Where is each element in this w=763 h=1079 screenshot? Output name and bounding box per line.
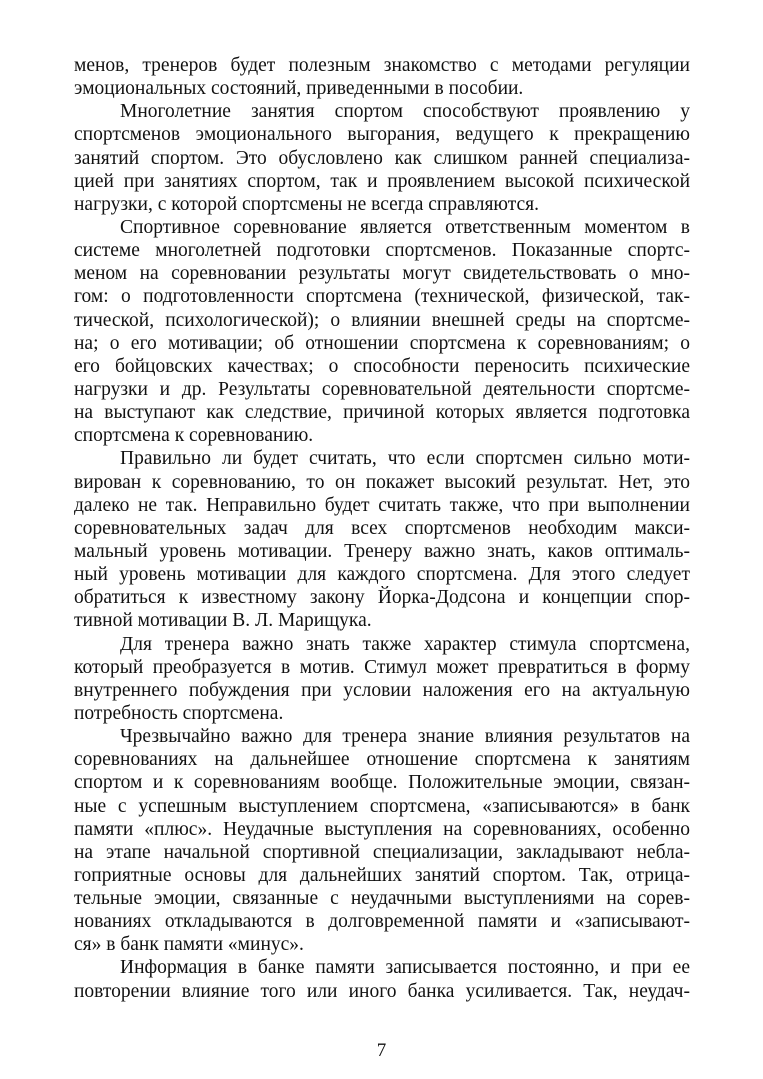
text-line: спортсменов эмоционального выгорания, ведущего к прекращению <box>74 124 690 146</box>
text-line: цией при занятиях спортом, так и проявлением высокой психической <box>74 170 690 192</box>
text-line: Многолетние занятия спортом способствуют проявлению у <box>120 101 690 123</box>
text-line: нагрузки и др. Результаты соревновательной деятельности спортсме- <box>74 378 690 400</box>
text-line: тивной мотивации В. Л. Марищука. <box>74 610 372 632</box>
text-line: Чрезвычайно важно для тренера знание влияния результатов на <box>120 726 690 748</box>
text-line: спортом и к соревнованиям вообще. Положительные эмоции, связан- <box>74 772 690 794</box>
text-line: Правильно ли будет считать, что если спортсмен сильно моти- <box>120 448 690 470</box>
text-line: эмоциональных состояний, приведенными в пособии. <box>74 78 524 100</box>
page-number: 7 <box>376 1040 387 1061</box>
text-line: менов, тренеров будет полезным знакомство с методами регуляции <box>74 55 690 76</box>
text-line: меном на соревновании результаты могут свидетельствовать о мно- <box>74 263 690 285</box>
text-line: занятий спортом. Это обусловлено как слишком ранней специализа- <box>74 147 690 169</box>
text-line: повторении влияние того или иного банка усиливается. Так, неудач- <box>74 980 690 1002</box>
body-text <box>74 54 690 1003</box>
text-line: далеко не так. Неправильно будет считать также, что при выполнении <box>74 494 690 516</box>
text-line: внутреннего побуждения при условии наложения его на актуальную <box>74 679 690 701</box>
text-line: который преобразуется в мотив. Стимул может превратиться в форму <box>74 656 690 678</box>
text-line: тической, психологической); о влиянии внешней среды на спортсме- <box>74 309 690 331</box>
text-line: нагрузки, с которой спортсмены не всегда справляются. <box>74 193 539 215</box>
text-line: системе многолетней подготовки спортсменов. Показанные спортс- <box>74 240 690 262</box>
text-line: ся» в банк памяти «минус». <box>74 934 304 956</box>
text-line: ные с успешным выступлением спортсмена, «записываются» в банк <box>74 795 690 817</box>
text-line: нованиях откладываются в долговременной памяти и «записывают- <box>74 911 690 933</box>
text-line: на; о его мотивации; об отношении спортсмена к соревнованиям; о <box>74 332 690 354</box>
text-line: тельные эмоции, связанные с неудачными выступлениями на сорев- <box>74 888 690 910</box>
text-line: соревновательных задач для всех спортсменов необходим макси- <box>74 517 690 539</box>
text-line: мальный уровень мотивации. Тренеру важно знать, каков оптималь- <box>74 540 690 562</box>
text-line: его бойцовских качествах; о способности переносить психические <box>74 355 690 377</box>
text-line: Информация в банке памяти записывается постоянно, и при ее <box>120 957 690 979</box>
text-line: потребность спортсмена. <box>74 702 284 724</box>
text-line: Спортивное соревнование является ответственным моментом в <box>120 216 690 238</box>
text-line: соревнованиях на дальнейшее отношение спортсмена к занятиям <box>74 749 690 771</box>
text-line: спортсмена к соревнованию. <box>74 425 314 447</box>
text-line: гом: о подготовленности спортсмена (технической, физической, так- <box>74 286 690 308</box>
text-line: Для тренера важно знать также характер стимула спортсмена, <box>120 633 690 655</box>
text-line: обратиться к известному закону Йорка-Додсона и концепции спор- <box>74 587 690 609</box>
text-line: на этапе начальной спортивной специализации, закладывают небла- <box>74 841 690 863</box>
text-line: вирован к соревнованию, то он покажет высокий результат. Нет, это <box>74 471 690 493</box>
text-line: на выступают как следствие, причиной которых является подготовка <box>74 402 690 424</box>
text-line: гоприятные основы для дальнейших занятий спортом. Так, отрица- <box>74 864 690 886</box>
text-line: ный уровень мотивации для каждого спортсмена. Для этого следует <box>74 564 690 586</box>
text-line: памяти «плюс». Неудачные выступления на соревнованиях, особенно <box>74 818 690 840</box>
